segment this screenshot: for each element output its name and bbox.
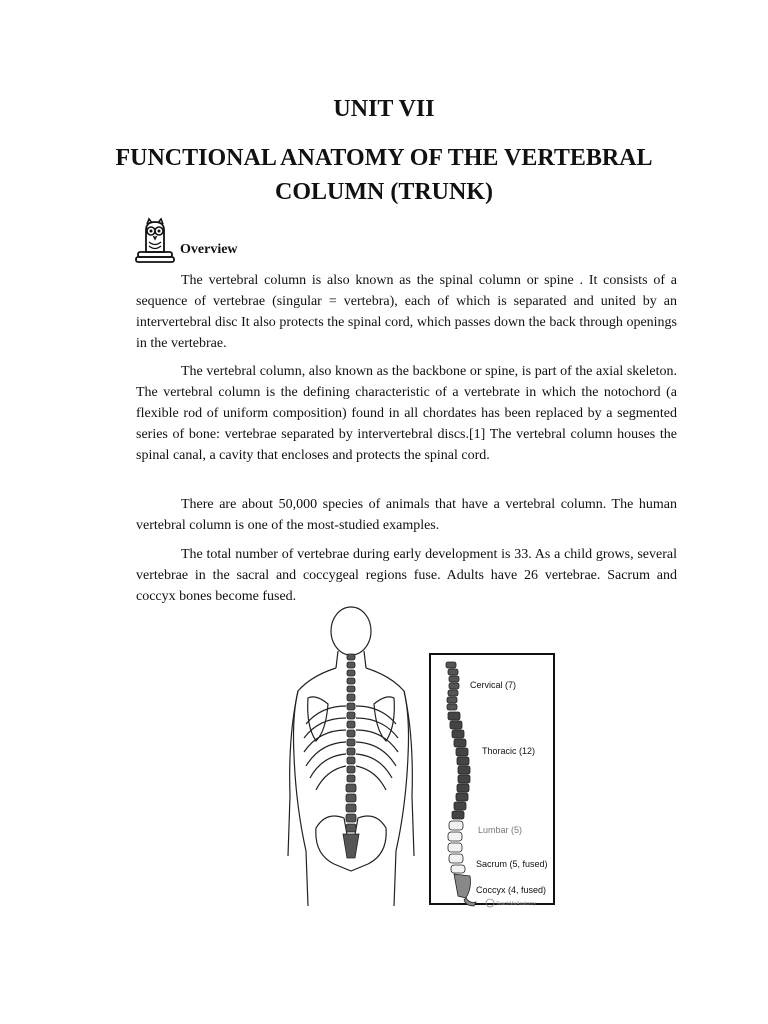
paragraph: The vertebral column is also known as the spinal column or spine . It consists of a sequence of vertebrae (singular = vertebra), each of which is separated and united by an intervertebral disc It also protects the spinal cord, which passes down the back through openings in the vertebrae.	[136, 273, 677, 351]
label-thoracic: Thoracic (12)	[482, 746, 536, 756]
watermark: TeachMeAnatomy	[496, 901, 537, 907]
title-line-2: COLUMN (TRUNK)	[275, 179, 493, 205]
overview-heading: Overview	[180, 242, 238, 257]
page-title	[0, 141, 768, 209]
label-lumbar: Lumbar (5)	[478, 825, 523, 835]
title-line-1: FUNCTIONAL ANATOMY OF THE VERTEBRAL	[115, 145, 653, 171]
paragraph: The vertebral column, also known as the backbone or spine, is part of the axial skeleton. The vertebral column is the defining characteristic of a vertebrate in which the notochord (a flexible rod of uniform composition) found in all chordates has been replaced by a segmented series of bone: vertebrae separated by intervertebral discs.[1] The vertebral column houses the spinal canal, a cavity that encloses and protects the spinal cord.	[136, 364, 677, 463]
label-coccyx: Coccyx (4, fused)	[476, 885, 547, 895]
paragraph: There are about 50,000 species of animals that have a vertebral column. The human vertebral column is one of the most-studied examples.	[136, 497, 677, 533]
paragraph: The total number of vertebrae during early development is 33. As a child grows, several vertebrae in the sacral and coccygeal regions fuse. Adults have 26 vertebrae. Sacrum and coccyx bones become fused.	[136, 547, 677, 604]
label-cervical: Cervical (7)	[470, 680, 517, 690]
unit-heading: UNIT VII	[333, 96, 435, 122]
label-sacrum: Sacrum (5, fused)	[476, 859, 548, 869]
lateral-spine-panel	[430, 654, 554, 907]
vertebral-column-figure	[286, 606, 561, 916]
owl-on-books-icon	[134, 216, 182, 264]
human-back-illustration	[288, 607, 414, 906]
